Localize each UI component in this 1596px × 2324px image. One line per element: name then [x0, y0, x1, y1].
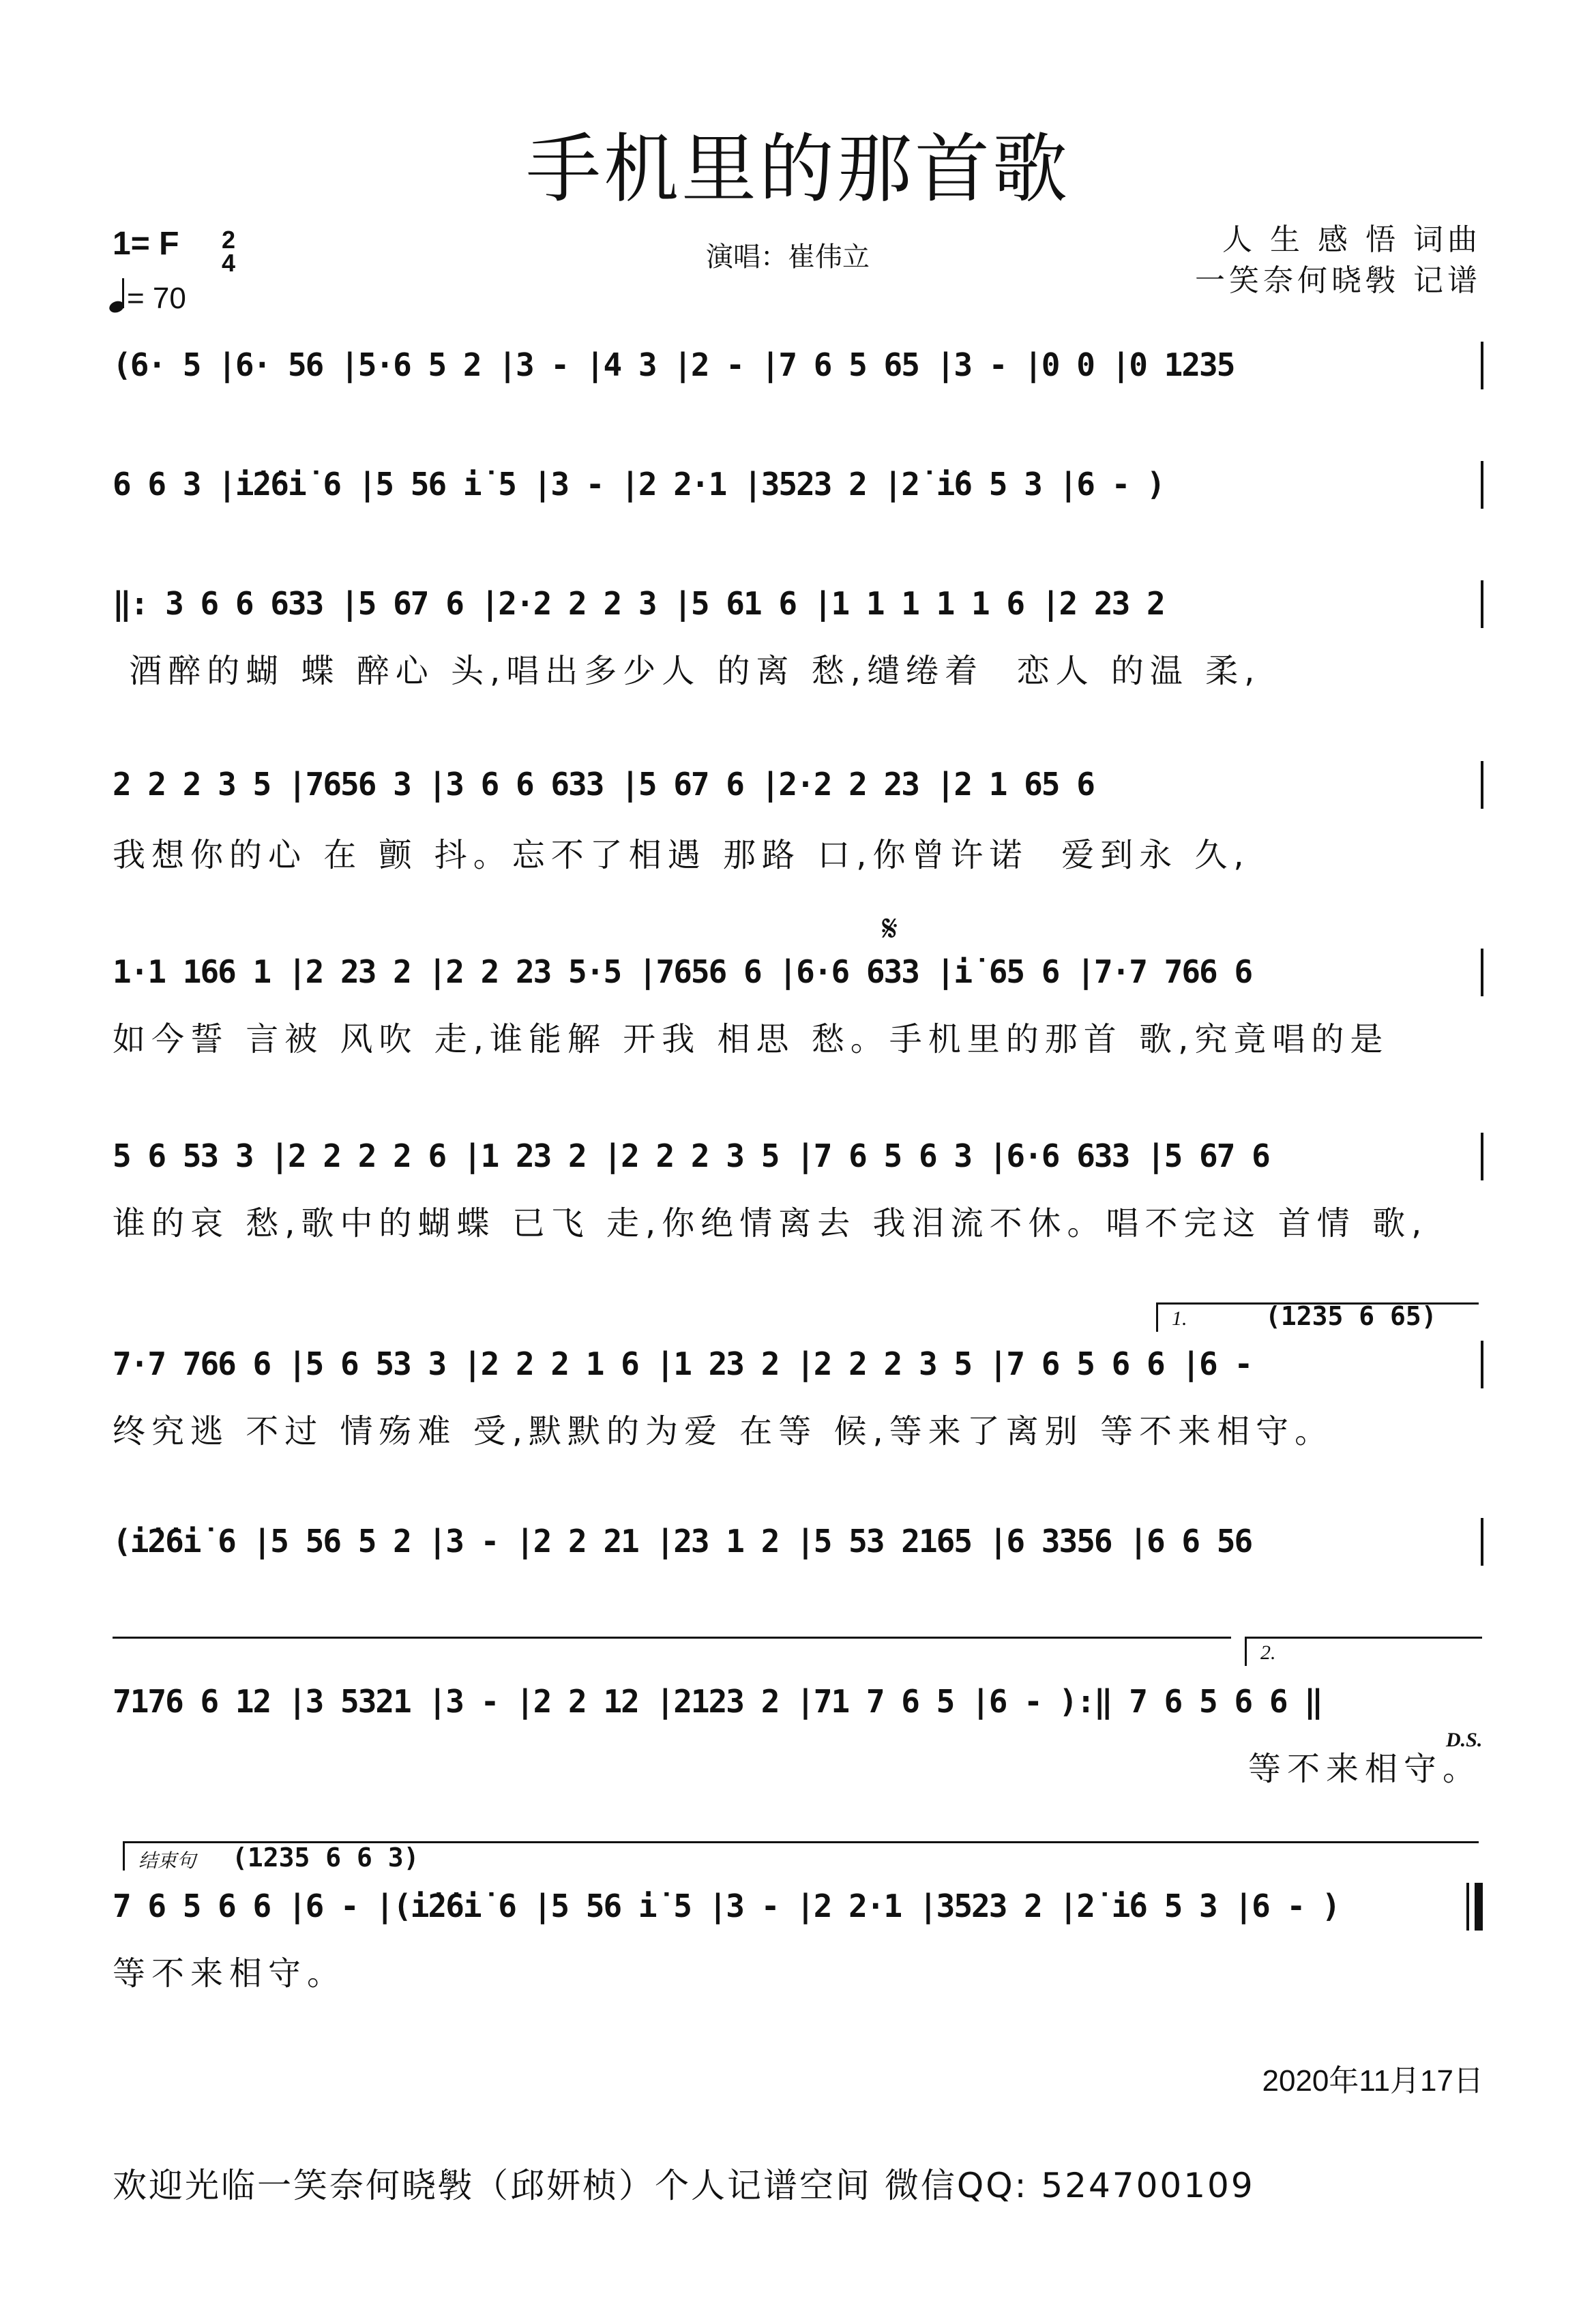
barline [1481, 1518, 1483, 1566]
score-line-2 [113, 457, 1483, 532]
key-signature: 1= F [113, 226, 179, 262]
barline [1481, 949, 1483, 996]
notation: ‖: 3 6 6 633 |5 67 6 |2·2 2 2 3 |5 61 6 |1 1 1 1 1 6 |2 23 2 [113, 585, 1164, 622]
lyric-line-1: 酒醉的蝴 蝶 醉心 头,唱出多少人 的离 愁,缱绻着 恋人 的温 柔, [113, 652, 1261, 690]
barline [1481, 342, 1483, 389]
meter-bottom: 4 [221, 249, 236, 277]
song-title: 手机里的那首歌 [526, 125, 1070, 213]
score-line-5 [113, 944, 1483, 1019]
footer-note: 欢迎光临一笑奈何晓斅（邱妍桢）个人记谱空间 微信QQ: 524700109 [113, 2166, 1255, 2205]
score-line-9 [113, 1674, 1483, 1749]
notation: 1·1 166 1 |2 23 2 |2 2 23 5·5 |7656 6 |6·6 633 |i̇ 65 6 |7·7 766 6 [113, 953, 1252, 990]
score-line-4 [113, 757, 1483, 832]
time-signature [215, 228, 242, 275]
notation: 5 6 53 3 |2 2 2 2 6 |1 23 2 |2 2 2 3 5 |7 6 5 6 3 |6·6 633 |5 67 6 [113, 1137, 1269, 1174]
lyric-line-6: 等不来相守。 [1248, 1750, 1482, 1788]
notation: (6· 5 |6· 56 |5·6 5 2 |3 - |4 3 |2 - |7 6 5 65 |3 - |0 0 |0 1235 [113, 346, 1235, 383]
segno-mark: 𝄋 [882, 907, 898, 950]
second-ending-bracket [1245, 1637, 1482, 1666]
lyric-line-4: 谁的哀 愁,歌中的蝴蝶 已飞 走,你绝情离去 我泪流不休。唱不完这 首情 歌, [113, 1204, 1428, 1242]
singer-credit: 演唱：崔伟立 [706, 241, 870, 273]
notation: 7 6 5 6 6 |6 - |(i̇2̇6i̇ 6 |5 56 i̇ 5 |3 - |2 2·1 |3523 2 |2̇ i̇6 5 3 |6 - ) [113, 1888, 1340, 1924]
meter-top: 2 [221, 226, 236, 254]
transcriber-credit: 一笑奈何晓斅 记谱 [1195, 263, 1481, 298]
score-line-8 [113, 1514, 1483, 1589]
lyric-line-7: 等不来相守。 [113, 1954, 346, 1993]
barline [1481, 761, 1483, 809]
score-line-3 [113, 576, 1483, 651]
notation: (i̇2̇6i̇ 6 |5 56 5 2 |3 - |2 2 21 |23 1 2 |5 53 2165 |6 3356 |6 6 56 [113, 1523, 1252, 1560]
first-ending-notes: (1235 6 65) [1265, 1301, 1437, 1331]
notation: 2 2 2 3 5 |7656 3 |3 6 6 633 |5 67 6 |2·2 2 23 |2 1 65 6 [113, 766, 1094, 803]
date: 2020年11月17日 [1262, 2064, 1483, 2098]
final-thin-barline [1466, 1883, 1469, 1931]
score-line-10 [113, 1879, 1483, 1954]
score-line-7 [113, 1337, 1483, 1412]
lyric-line-3: 如今誓 言被 风吹 走,谁能解 开我 相思 愁。手机里的那首 歌,究竟唱的是 [113, 1020, 1389, 1058]
quarter-note-icon [109, 278, 127, 312]
barline [1481, 461, 1483, 509]
overline [113, 1637, 1231, 1639]
barline [1481, 580, 1483, 628]
first-ending-label: 1. [1172, 1307, 1187, 1330]
final-thick-barline [1475, 1883, 1483, 1931]
score-line-6 [113, 1129, 1483, 1204]
notation: 7·7 766 6 |5 6 53 3 |2 2 2 1 6 |1 23 2 |2 2 2 3 5 |7 6 5 6 6 |6 - [113, 1345, 1252, 1382]
ds-mark: D.S. [1446, 1729, 1483, 1751]
lyrics-music-credit: 人 生 感 悟 词曲 [1222, 222, 1481, 257]
lyric-line-2: 我想你的心 在 颤 抖。忘不了相遇 那路 口,你曾许诺 爱到永 久, [113, 836, 1250, 874]
tempo-value: = 70 [127, 282, 186, 315]
coda-label: 结束句 [138, 1851, 196, 1872]
coda-notes: (1235 6 6 3) [232, 1843, 419, 1873]
lyric-line-5: 终究逃 不过 情殇难 受,默默的为爱 在等 候,等来了离别 等不来相守。 [113, 1412, 1334, 1450]
score-line-1 [113, 338, 1483, 413]
notation: 7176 6 12 |3 5321 |3 - |2 2 12 |2123 2 |71 7 6 5 |6 - ):‖ 7 6 5 6 6 ‖ [113, 1683, 1322, 1720]
barline [1481, 1133, 1483, 1180]
second-ending-label: 2. [1260, 1641, 1276, 1664]
tempo-mark [109, 278, 186, 316]
notation: 6 6 3 |i̇2̇6i̇ 6 |5 56 i̇ 5 |3 - |2 2·1 |3523 2 |2̇ i̇6 5 3 |6 - ) [113, 466, 1164, 503]
barline [1481, 1341, 1483, 1388]
